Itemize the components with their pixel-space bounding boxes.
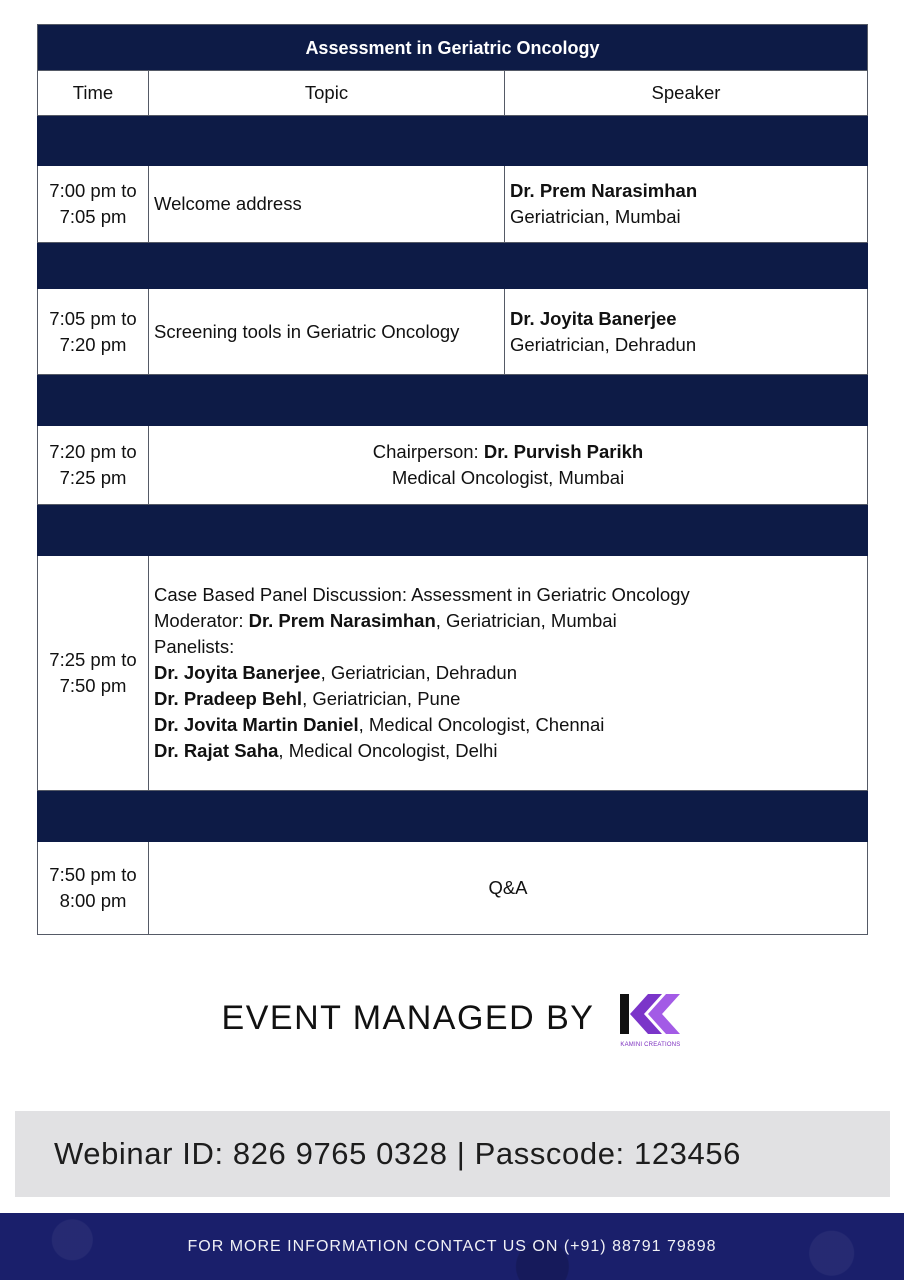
webinar-id-text: Webinar ID: 826 9765 0328 | Passcode: 123456 (53, 1136, 742, 1171)
header-topic: Topic (149, 71, 505, 116)
panelist-item: Dr. Pradeep Behl, Geriatrician, Pune (154, 688, 461, 709)
speaker-name: Dr. Joyita Banerjee (510, 307, 677, 329)
agenda-table (37, 24, 868, 935)
agenda-title-row (38, 25, 868, 71)
separator-band (38, 243, 868, 289)
panel-title: Case Based Panel Discussion: Assessment in Geriatric Oncology (154, 584, 690, 605)
session-speaker (505, 166, 868, 243)
session-row (38, 426, 868, 505)
panelists-label: Panelists: (154, 636, 235, 657)
chairperson-cell (149, 426, 868, 505)
logo-caption: KAMINI CREATIONS (620, 1042, 681, 1048)
session-topic: Welcome address (149, 166, 505, 243)
speaker-name: Dr. Prem Narasimhan (510, 180, 698, 201)
session-time: 7:05 pm to 7:20 pm (38, 289, 149, 375)
agenda-title: Assessment in Geriatric Oncology (38, 25, 868, 71)
moderator-line: Moderator: Dr. Prem Narasimhan, Geriatrician, Mumbai (154, 610, 617, 631)
session-row (38, 289, 868, 375)
panel-discussion-cell (149, 556, 868, 791)
separator-band (38, 505, 868, 556)
panelist-item: Dr. Jovita Martin Daniel, Medical Oncologist, Chennai (154, 714, 605, 735)
session-row (38, 556, 868, 791)
separator-band (38, 116, 868, 166)
speaker-role: Geriatrician, Dehradun (510, 333, 697, 355)
session-row (38, 166, 868, 243)
webinar-info-bar (15, 1111, 890, 1197)
session-speaker (505, 289, 868, 375)
panelist-item: Dr. Rajat Saha, Medical Oncologist, Delhi (154, 740, 498, 761)
contact-text: FOR MORE INFORMATION CONTACT US ON (+91) 88791 79898 (187, 1237, 717, 1255)
session-time: 7:25 pm to 7:50 pm (38, 556, 149, 791)
qa-cell: Q&A (149, 842, 868, 935)
separator-band (38, 791, 868, 842)
separator-band (38, 375, 868, 426)
chair-label: Chairperson: (372, 441, 484, 462)
chair-name: Dr. Purvish Parikh (483, 441, 644, 462)
header-row (38, 71, 868, 116)
session-topic: Screening tools in Geriatric Oncology (149, 289, 505, 375)
session-row (38, 842, 868, 935)
event-managed-by (0, 988, 904, 1048)
session-time: 7:50 pm to 8:00 pm (38, 842, 149, 935)
panelist-item: Dr. Joyita Banerjee, Geriatrician, Dehradun (154, 662, 517, 683)
session-time: 7:00 pm to 7:05 pm (38, 166, 149, 243)
session-time: 7:20 pm to 7:25 pm (38, 426, 149, 505)
speaker-role: Geriatrician, Mumbai (510, 206, 681, 227)
header-time: Time (38, 71, 149, 116)
double-chevron-logo-icon (618, 992, 682, 1048)
header-speaker: Speaker (505, 71, 868, 116)
managed-by-text: EVENT MANAGED BY (221, 998, 595, 1037)
chair-role: Medical Oncologist, Mumbai (391, 467, 625, 488)
contact-footer (0, 1213, 904, 1280)
